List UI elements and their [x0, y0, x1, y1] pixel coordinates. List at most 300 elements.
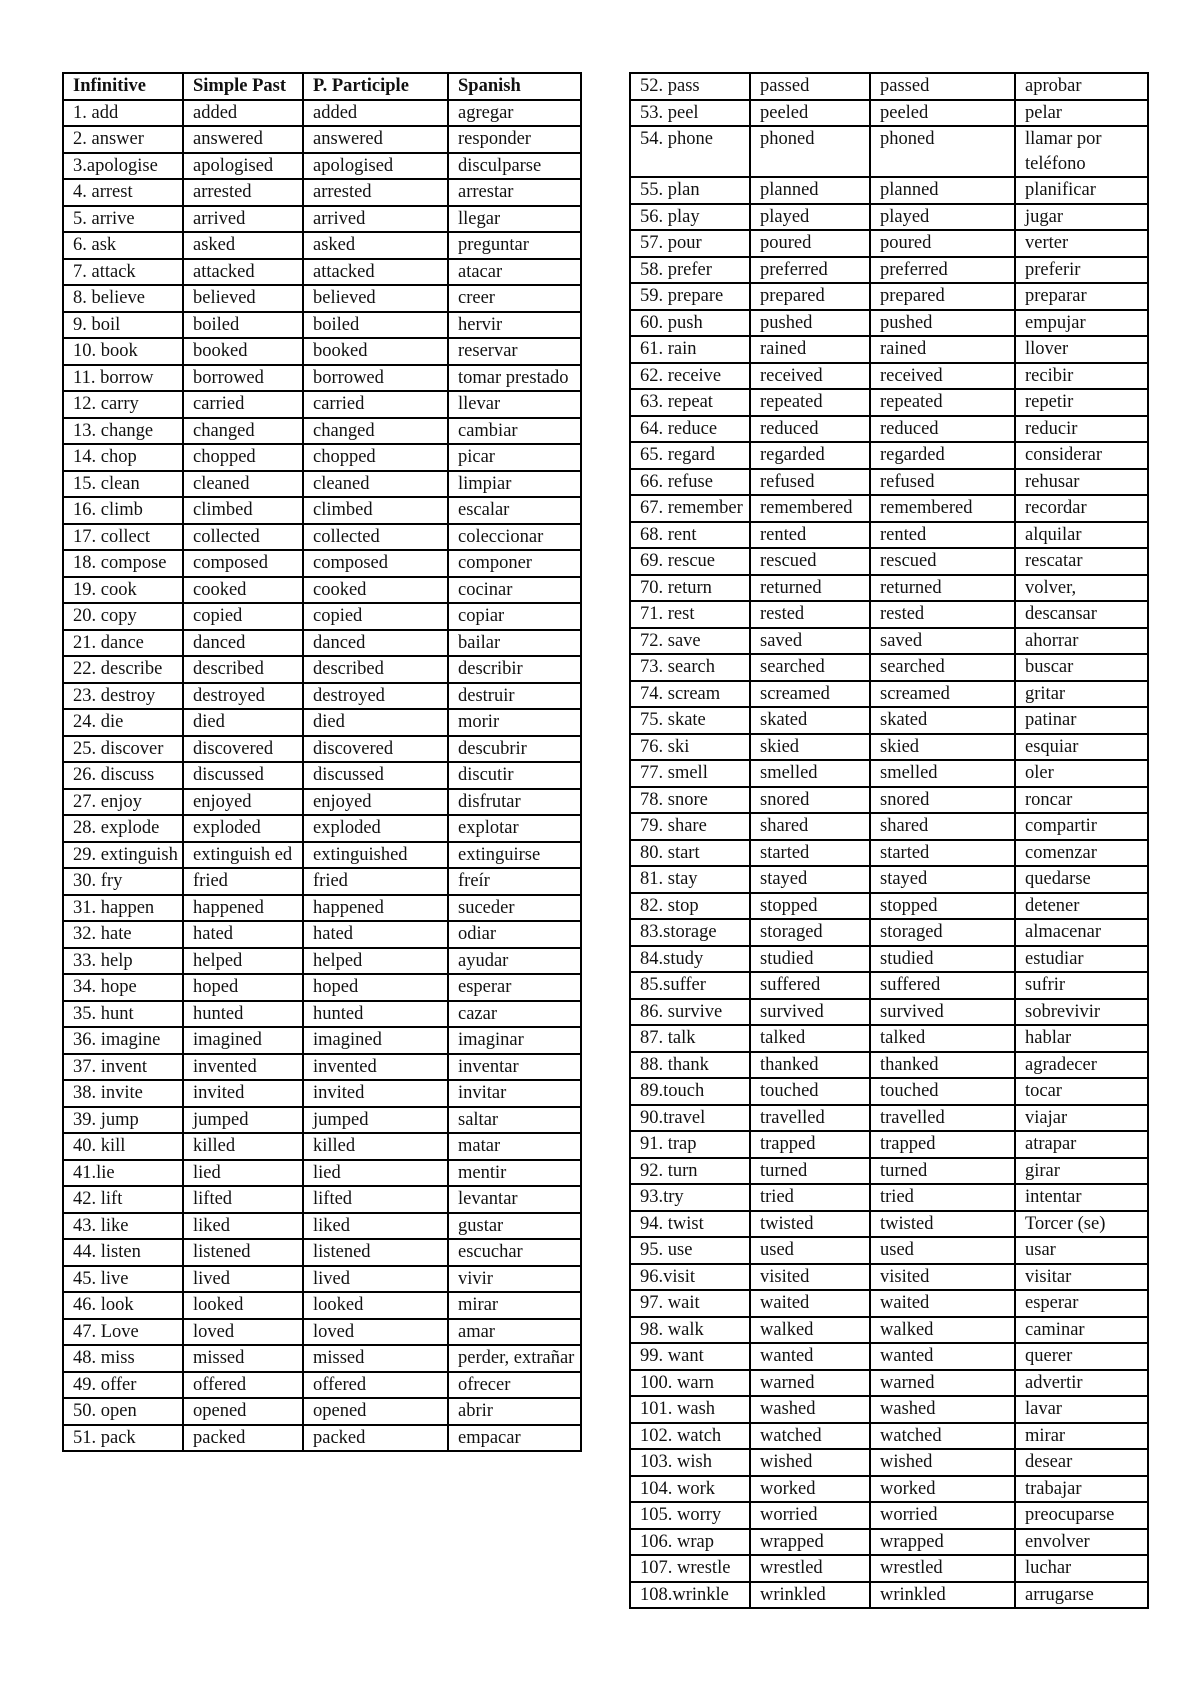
simple-past-cell: stopped: [750, 893, 870, 920]
table-row: [63, 630, 581, 657]
infinitive-cell: 80. start: [630, 840, 750, 867]
simple-past-cell: missed: [183, 1345, 303, 1372]
table-row: [630, 310, 1148, 337]
infinitive-cell: 36. imagine: [63, 1027, 183, 1054]
infinitive-cell: 95. use: [630, 1237, 750, 1264]
infinitive-cell: 4. arrest: [63, 179, 183, 206]
past-participle-cell: lifted: [303, 1186, 448, 1213]
simple-past-cell: remembered: [750, 495, 870, 522]
spanish-cell: extinguirse: [448, 842, 581, 869]
past-participle-cell: worked: [870, 1476, 1015, 1503]
past-participle-cell: wrapped: [870, 1529, 1015, 1556]
infinitive-cell: 20. copy: [63, 603, 183, 630]
infinitive-cell: 65. regard: [630, 442, 750, 469]
spanish-cell: intentar: [1015, 1184, 1148, 1211]
simple-past-cell: invented: [183, 1054, 303, 1081]
simple-past-cell: travelled: [750, 1105, 870, 1132]
past-participle-cell: rescued: [870, 548, 1015, 575]
past-participle-cell: chopped: [303, 444, 448, 471]
simple-past-cell: looked: [183, 1292, 303, 1319]
simple-past-cell: helped: [183, 948, 303, 975]
table-row: [630, 1555, 1148, 1582]
simple-past-cell: opened: [183, 1398, 303, 1425]
spanish-cell: descubrir: [448, 736, 581, 763]
table-row: [63, 1186, 581, 1213]
infinitive-cell: 37. invent: [63, 1054, 183, 1081]
past-participle-cell: rested: [870, 601, 1015, 628]
spanish-cell: luchar: [1015, 1555, 1148, 1582]
table-row: [630, 1290, 1148, 1317]
table-row: [630, 813, 1148, 840]
infinitive-cell: 82. stop: [630, 893, 750, 920]
spanish-cell: sobrevivir: [1015, 999, 1148, 1026]
table-row: [630, 495, 1148, 522]
infinitive-cell: 21. dance: [63, 630, 183, 657]
table-row: [630, 972, 1148, 999]
simple-past-cell: started: [750, 840, 870, 867]
infinitive-cell: 32. hate: [63, 921, 183, 948]
past-participle-cell: stayed: [870, 866, 1015, 893]
past-participle-cell: arrested: [303, 179, 448, 206]
spanish-cell: esperar: [1015, 1290, 1148, 1317]
simple-past-cell: snored: [750, 787, 870, 814]
spanish-cell: tocar: [1015, 1078, 1148, 1105]
simple-past-cell: wished: [750, 1449, 870, 1476]
table-row: [63, 100, 581, 127]
past-participle-cell: storaged: [870, 919, 1015, 946]
spanish-cell: arrestar: [448, 179, 581, 206]
simple-past-cell: changed: [183, 418, 303, 445]
table-row: [630, 787, 1148, 814]
simple-past-cell: rained: [750, 336, 870, 363]
simple-past-cell: believed: [183, 285, 303, 312]
simple-past-cell: rented: [750, 522, 870, 549]
table-row: [630, 469, 1148, 496]
infinitive-cell: 24. die: [63, 709, 183, 736]
simple-past-cell: studied: [750, 946, 870, 973]
spanish-cell: oler: [1015, 760, 1148, 787]
table-row: [630, 1449, 1148, 1476]
infinitive-cell: 40. kill: [63, 1133, 183, 1160]
table-row: [630, 548, 1148, 575]
spanish-cell: preguntar: [448, 232, 581, 259]
table-row: [63, 1001, 581, 1028]
simple-past-cell: smelled: [750, 760, 870, 787]
infinitive-cell: 5. arrive: [63, 206, 183, 233]
table-row: [630, 522, 1148, 549]
past-participle-cell: destroyed: [303, 683, 448, 710]
infinitive-cell: 49. offer: [63, 1372, 183, 1399]
table-row: [630, 177, 1148, 204]
spanish-cell: alquilar: [1015, 522, 1148, 549]
table-row: [63, 312, 581, 339]
spanish-cell: discutir: [448, 762, 581, 789]
spanish-cell: bailar: [448, 630, 581, 657]
infinitive-cell: 17. collect: [63, 524, 183, 551]
spanish-cell: perder, extrañar: [448, 1345, 581, 1372]
spanish-cell: responder: [448, 126, 581, 153]
simple-past-cell: reduced: [750, 416, 870, 443]
spanish-cell: estudiar: [1015, 946, 1148, 973]
past-participle-cell: cooked: [303, 577, 448, 604]
infinitive-cell: 63. repeat: [630, 389, 750, 416]
spanish-cell: agregar: [448, 100, 581, 127]
simple-past-cell: wrapped: [750, 1529, 870, 1556]
simple-past-cell: prepared: [750, 283, 870, 310]
table-row: [630, 707, 1148, 734]
table-row: [63, 815, 581, 842]
past-participle-cell: killed: [303, 1133, 448, 1160]
past-participle-cell: wrestled: [870, 1555, 1015, 1582]
spanish-cell: planificar: [1015, 177, 1148, 204]
spanish-cell: girar: [1015, 1158, 1148, 1185]
infinitive-cell: 29. extinguish: [63, 842, 183, 869]
spanish-cell: mirar: [1015, 1423, 1148, 1450]
past-participle-cell: hoped: [303, 974, 448, 1001]
table-row: [63, 842, 581, 869]
past-participle-cell: studied: [870, 946, 1015, 973]
infinitive-cell: 83.storage: [630, 919, 750, 946]
past-participle-cell: collected: [303, 524, 448, 551]
table-row: [63, 1345, 581, 1372]
table-row: [63, 1266, 581, 1293]
infinitive-cell: 100. warn: [630, 1370, 750, 1397]
table-row: [63, 471, 581, 498]
table-row: [630, 1105, 1148, 1132]
spanish-cell: pelar: [1015, 100, 1148, 127]
infinitive-cell: 45. live: [63, 1266, 183, 1293]
past-participle-cell: trapped: [870, 1131, 1015, 1158]
infinitive-cell: 99. want: [630, 1343, 750, 1370]
infinitive-cell: 43. like: [63, 1213, 183, 1240]
simple-past-cell: repeated: [750, 389, 870, 416]
past-participle-cell: died: [303, 709, 448, 736]
infinitive-cell: 52. pass: [630, 73, 750, 100]
infinitive-cell: 67. remember: [630, 495, 750, 522]
spanish-cell: rescatar: [1015, 548, 1148, 575]
spanish-cell: ofrecer: [448, 1372, 581, 1399]
past-participle-cell: stopped: [870, 893, 1015, 920]
infinitive-cell: 11. borrow: [63, 365, 183, 392]
infinitive-cell: 78. snore: [630, 787, 750, 814]
infinitive-cell: 61. rain: [630, 336, 750, 363]
spanish-cell: jugar: [1015, 204, 1148, 231]
infinitive-cell: 88. thank: [630, 1052, 750, 1079]
past-participle-cell: fried: [303, 868, 448, 895]
spanish-cell: patinar: [1015, 707, 1148, 734]
infinitive-cell: 15. clean: [63, 471, 183, 498]
infinitive-cell: 75. skate: [630, 707, 750, 734]
past-participle-cell: looked: [303, 1292, 448, 1319]
simple-past-cell: hunted: [183, 1001, 303, 1028]
spanish-cell: recordar: [1015, 495, 1148, 522]
spanish-cell: ayudar: [448, 948, 581, 975]
past-participle-cell: pushed: [870, 310, 1015, 337]
simple-past-cell: screamed: [750, 681, 870, 708]
past-participle-cell: missed: [303, 1345, 448, 1372]
past-participle-cell: washed: [870, 1396, 1015, 1423]
table-row: [63, 762, 581, 789]
spanish-cell: componer: [448, 550, 581, 577]
table-row: [63, 550, 581, 577]
table-row: [630, 283, 1148, 310]
past-participle-cell: carried: [303, 391, 448, 418]
spanish-cell: recibir: [1015, 363, 1148, 390]
past-participle-cell: thanked: [870, 1052, 1015, 1079]
past-participle-cell: wrinkled: [870, 1582, 1015, 1609]
table-row: [630, 1211, 1148, 1238]
simple-past-cell: survived: [750, 999, 870, 1026]
infinitive-cell: 81. stay: [630, 866, 750, 893]
spanish-cell: picar: [448, 444, 581, 471]
past-participle-cell: planned: [870, 177, 1015, 204]
spanish-cell: aprobar: [1015, 73, 1148, 100]
table-row: [63, 789, 581, 816]
table-row: [630, 734, 1148, 761]
past-participle-cell: wished: [870, 1449, 1015, 1476]
simple-past-cell: climbed: [183, 497, 303, 524]
spanish-cell: llamar por teléfono: [1015, 126, 1148, 177]
table-row: [63, 391, 581, 418]
spanish-cell: hervir: [448, 312, 581, 339]
spanish-cell: atacar: [448, 259, 581, 286]
simple-past-cell: played: [750, 204, 870, 231]
spanish-cell: saltar: [448, 1107, 581, 1134]
past-participle-cell: skated: [870, 707, 1015, 734]
infinitive-cell: 55. plan: [630, 177, 750, 204]
table-row: [630, 73, 1148, 100]
infinitive-cell: 35. hunt: [63, 1001, 183, 1028]
simple-past-cell: skated: [750, 707, 870, 734]
simple-past-cell: wrinkled: [750, 1582, 870, 1609]
simple-past-cell: shared: [750, 813, 870, 840]
header-past-participle: P. Participle: [303, 73, 448, 100]
infinitive-cell: 73. search: [630, 654, 750, 681]
spanish-cell: cambiar: [448, 418, 581, 445]
past-participle-cell: started: [870, 840, 1015, 867]
simple-past-cell: jumped: [183, 1107, 303, 1134]
simple-past-cell: waited: [750, 1290, 870, 1317]
spanish-cell: reservar: [448, 338, 581, 365]
table-row: [630, 1423, 1148, 1450]
spanish-cell: lavar: [1015, 1396, 1148, 1423]
simple-past-cell: carried: [183, 391, 303, 418]
infinitive-cell: 46. look: [63, 1292, 183, 1319]
table-row: [630, 628, 1148, 655]
infinitive-cell: 53. peel: [630, 100, 750, 127]
infinitive-cell: 101. wash: [630, 1396, 750, 1423]
infinitive-cell: 51. pack: [63, 1425, 183, 1452]
infinitive-cell: 97. wait: [630, 1290, 750, 1317]
table-row: [630, 126, 1148, 177]
table-row: [630, 336, 1148, 363]
table-row: [63, 1398, 581, 1425]
spanish-cell: mentir: [448, 1160, 581, 1187]
simple-past-cell: walked: [750, 1317, 870, 1344]
infinitive-cell: 84.study: [630, 946, 750, 973]
spanish-cell: imaginar: [448, 1027, 581, 1054]
table-row: [63, 1107, 581, 1134]
simple-past-cell: killed: [183, 1133, 303, 1160]
verb-table-right: [629, 72, 1149, 1609]
spanish-cell: verter: [1015, 230, 1148, 257]
simple-past-cell: pushed: [750, 310, 870, 337]
simple-past-cell: lied: [183, 1160, 303, 1187]
table-row: [630, 257, 1148, 284]
spanish-cell: creer: [448, 285, 581, 312]
table-row: [630, 442, 1148, 469]
spanish-cell: advertir: [1015, 1370, 1148, 1397]
simple-past-cell: refused: [750, 469, 870, 496]
spanish-cell: hablar: [1015, 1025, 1148, 1052]
past-participle-cell: snored: [870, 787, 1015, 814]
simple-past-cell: talked: [750, 1025, 870, 1052]
table-row: [630, 1184, 1148, 1211]
spanish-cell: disfrutar: [448, 789, 581, 816]
table-row: [630, 946, 1148, 973]
spanish-cell: levantar: [448, 1186, 581, 1213]
infinitive-cell: 64. reduce: [630, 416, 750, 443]
infinitive-cell: 27. enjoy: [63, 789, 183, 816]
infinitive-cell: 92. turn: [630, 1158, 750, 1185]
simple-past-cell: cooked: [183, 577, 303, 604]
past-participle-cell: extinguished: [303, 842, 448, 869]
spanish-cell: tomar prestado: [448, 365, 581, 392]
simple-past-cell: phoned: [750, 126, 870, 177]
past-participle-cell: answered: [303, 126, 448, 153]
table-row: [630, 1052, 1148, 1079]
table-row: [630, 1237, 1148, 1264]
spanish-cell: suceder: [448, 895, 581, 922]
spanish-cell: empujar: [1015, 310, 1148, 337]
past-participle-cell: skied: [870, 734, 1015, 761]
table-row: [630, 919, 1148, 946]
simple-past-cell: liked: [183, 1213, 303, 1240]
table-row: [63, 895, 581, 922]
table-row: [63, 603, 581, 630]
past-participle-cell: danced: [303, 630, 448, 657]
infinitive-cell: 59. prepare: [630, 283, 750, 310]
simple-past-cell: copied: [183, 603, 303, 630]
table-row: [63, 497, 581, 524]
past-participle-cell: rented: [870, 522, 1015, 549]
past-participle-cell: waited: [870, 1290, 1015, 1317]
simple-past-cell: wanted: [750, 1343, 870, 1370]
infinitive-cell: 50. open: [63, 1398, 183, 1425]
infinitive-cell: 70. return: [630, 575, 750, 602]
table-row: [63, 1213, 581, 1240]
table-row: [630, 1131, 1148, 1158]
infinitive-cell: 79. share: [630, 813, 750, 840]
infinitive-cell: 56. play: [630, 204, 750, 231]
infinitive-cell: 105. worry: [630, 1502, 750, 1529]
table-row: [63, 1319, 581, 1346]
table-header-row: [63, 73, 581, 100]
past-participle-cell: searched: [870, 654, 1015, 681]
simple-past-cell: twisted: [750, 1211, 870, 1238]
table-row: [630, 100, 1148, 127]
infinitive-cell: 76. ski: [630, 734, 750, 761]
table-row: [63, 1080, 581, 1107]
spanish-cell: desear: [1015, 1449, 1148, 1476]
simple-past-cell: rescued: [750, 548, 870, 575]
simple-past-cell: died: [183, 709, 303, 736]
past-participle-cell: copied: [303, 603, 448, 630]
past-participle-cell: added: [303, 100, 448, 127]
infinitive-cell: 13. change: [63, 418, 183, 445]
spanish-cell: invitar: [448, 1080, 581, 1107]
simple-past-cell: peeled: [750, 100, 870, 127]
past-participle-cell: hunted: [303, 1001, 448, 1028]
infinitive-cell: 104. work: [630, 1476, 750, 1503]
table-row: [63, 656, 581, 683]
table-row: [63, 736, 581, 763]
simple-past-cell: exploded: [183, 815, 303, 842]
spanish-cell: llevar: [448, 391, 581, 418]
table-row: [63, 1425, 581, 1452]
spanish-cell: preparar: [1015, 283, 1148, 310]
spanish-cell: odiar: [448, 921, 581, 948]
table-row: [630, 416, 1148, 443]
simple-past-cell: discussed: [183, 762, 303, 789]
infinitive-cell: 26. discuss: [63, 762, 183, 789]
simple-past-cell: turned: [750, 1158, 870, 1185]
spanish-cell: escalar: [448, 497, 581, 524]
simple-past-cell: suffered: [750, 972, 870, 999]
spanish-cell: preferir: [1015, 257, 1148, 284]
spanish-cell: esperar: [448, 974, 581, 1001]
verb-table-left: [62, 72, 582, 1452]
infinitive-cell: 98. walk: [630, 1317, 750, 1344]
table-row: [630, 999, 1148, 1026]
simple-past-cell: storaged: [750, 919, 870, 946]
table-row: [63, 179, 581, 206]
simple-past-cell: imagined: [183, 1027, 303, 1054]
past-participle-cell: listened: [303, 1239, 448, 1266]
spanish-cell: ahorrar: [1015, 628, 1148, 655]
infinitive-cell: 89.touch: [630, 1078, 750, 1105]
spanish-cell: cocinar: [448, 577, 581, 604]
table-row: [63, 1292, 581, 1319]
past-participle-cell: happened: [303, 895, 448, 922]
spanish-cell: copiar: [448, 603, 581, 630]
table-row: [630, 1078, 1148, 1105]
infinitive-cell: 7. attack: [63, 259, 183, 286]
simple-past-cell: offered: [183, 1372, 303, 1399]
infinitive-cell: 22. describe: [63, 656, 183, 683]
simple-past-cell: washed: [750, 1396, 870, 1423]
simple-past-cell: touched: [750, 1078, 870, 1105]
past-participle-cell: preferred: [870, 257, 1015, 284]
simple-past-cell: tried: [750, 1184, 870, 1211]
header-spanish: Spanish: [448, 73, 581, 100]
table-row: [63, 365, 581, 392]
table-row: [63, 1372, 581, 1399]
spanish-cell: comenzar: [1015, 840, 1148, 867]
table-row: [63, 974, 581, 1001]
past-participle-cell: returned: [870, 575, 1015, 602]
simple-past-cell: booked: [183, 338, 303, 365]
spanish-cell: llegar: [448, 206, 581, 233]
spanish-cell: arrugarse: [1015, 1582, 1148, 1609]
table-row: [63, 126, 581, 153]
past-participle-cell: worried: [870, 1502, 1015, 1529]
past-participle-cell: discussed: [303, 762, 448, 789]
past-participle-cell: warned: [870, 1370, 1015, 1397]
past-participle-cell: attacked: [303, 259, 448, 286]
past-participle-cell: arrived: [303, 206, 448, 233]
table-row: [630, 1343, 1148, 1370]
